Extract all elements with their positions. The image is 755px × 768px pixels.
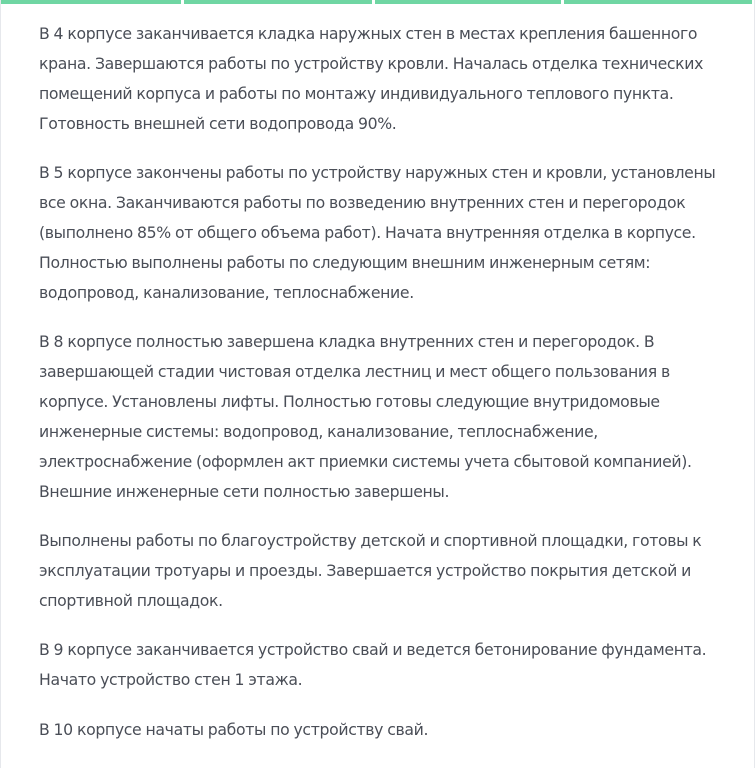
frame-border-left (0, 0, 1, 768)
accent-bar-segment (184, 0, 372, 4)
paragraph-building-4: В 4 корпусе заканчивается кладка наружных стен в местах крепления башенного крана. Завершаются работы по устройству кровли. Началась отделка технических помещений корпуса и работы по монтажу индивидуального теплового пункта. Готовность внешней сети водопровода 90%. (39, 24, 704, 133)
paragraph-building-5: В 5 корпусе закончены работы по устройству наружных стен и кровли, установлены все окна. Заканчиваются работы по возведению внутренних стен и перегородок (выполнено 85% от общего объема работ). Начата внутренняя отделка в корпусе. Полностью выполнены работы по следующим внешним инженерным сетям: водопровод, канализование, теплоснабжение. (39, 163, 716, 302)
accent-bar-segment (375, 0, 561, 4)
paragraph-building-9: В 9 корпусе заканчивается устройство свай и ведется бетонирование фундамента. Начато устройство стен 1 этажа. (39, 640, 707, 689)
top-accent-bar (0, 0, 755, 4)
paragraph-building-8: В 8 корпусе полностью завершена кладка внутренних стен и перегородок. В завершающей стадии чистовая отделка лестниц и мест общего пользования в корпусе. Установлены лифты. Полностью готовы следующие внутридомовые инженерные системы: водопровод, канализование, теплоснабжение, электроснабжение (оформлен акт приемки системы учета сбытовой компанией). Внешние инженерные сети полностью завершены. (39, 332, 692, 501)
accent-bar-segment (0, 0, 181, 4)
paragraph-landscaping: Выполнены работы по благоустройству детской и спортивной площадки, готовы к эксплуатации тротуары и проезды. Завершается устройство покрытия детской и спортивной площадок. (39, 531, 702, 610)
paragraph-building-10: В 10 корпусе начаты работы по устройству свай. (39, 720, 429, 739)
article-body (39, 19, 729, 764)
accent-bar-segment (564, 0, 752, 4)
